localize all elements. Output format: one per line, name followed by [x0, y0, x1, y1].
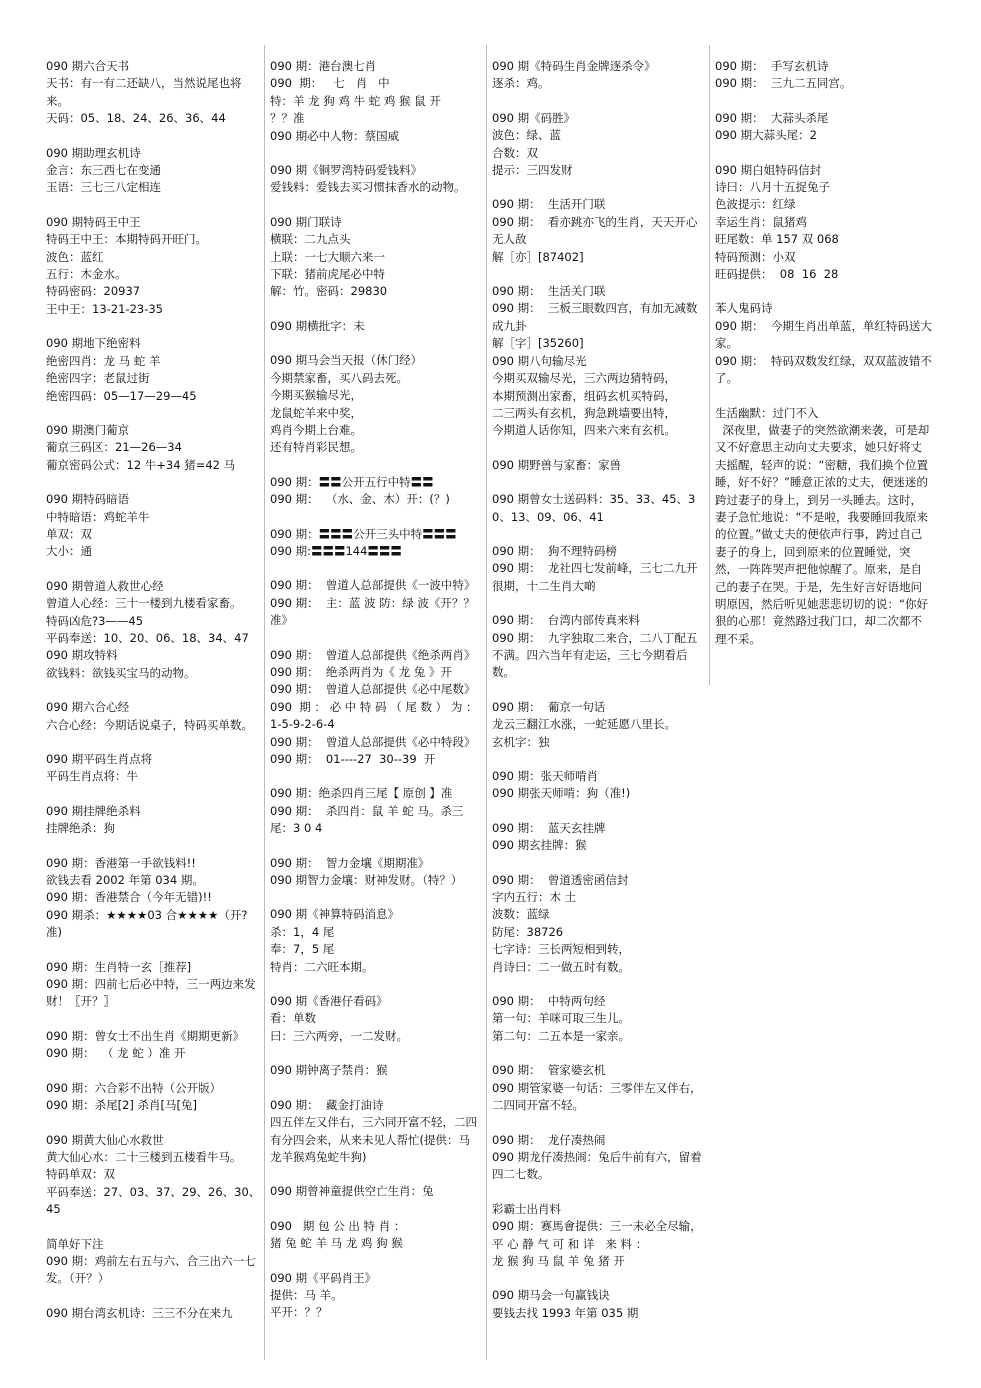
- text-line: 090 期：四前七后必中特，三一两边来发财！〖开？〗: [46, 977, 256, 1009]
- text-line: 090 期： 九字独取二来合，二八丁配五不满。四六当年有走运，三七今期看后数。: [492, 630, 698, 680]
- text-line: 090 期横批字：未: [270, 318, 365, 333]
- text-line: 090 期： 杀四肖：鼠 羊 蛇 马。杀三尾：3 0 4: [270, 803, 464, 836]
- text-line: 逐杀：鸡。: [492, 76, 550, 91]
- text-block: [270, 352, 480, 456]
- text-block: [715, 110, 933, 145]
- text-line: 旺尾数：单 157 双 068: [715, 232, 839, 247]
- text-line: 王中王：13-21-23-35: [46, 301, 163, 316]
- text-block: [46, 1080, 261, 1115]
- text-line: 特：羊 龙 狗 鸡 牛 蛇 鸡 猴 鼠 开: [270, 93, 441, 108]
- text-line: 090 期野兽与家畜：家兽: [492, 457, 622, 472]
- text-block: [715, 300, 933, 387]
- text-line: 090 期： 管家婆玄机: [492, 1063, 606, 1078]
- text-block: [270, 785, 480, 837]
- text-line: 平开：？？: [270, 1305, 328, 1320]
- text-line: 下联：猪前虎尾必中特: [270, 267, 385, 282]
- column-divider: [264, 45, 265, 1360]
- text-line: 090 期： 大蒜头杀尾: [715, 110, 829, 125]
- text-line: 本期预测出家畜，组码玄机买特码，: [492, 388, 676, 403]
- text-line: 090 期： 龙社四七发前峰，三七二九开很期，十二生肖大啲: [492, 561, 698, 593]
- text-line: 第二句：二五本是一家亲。: [492, 1028, 630, 1043]
- text-block: [46, 1236, 261, 1288]
- text-line: 090 期杀：★★★★03 合★★★★（开?准): [46, 907, 248, 940]
- text-block: [270, 1218, 480, 1253]
- text-line: 龙 猴 狗 马 鼠 羊 兔 猪 开: [492, 1253, 625, 1268]
- text-line: 090 期八句输尽光: [492, 353, 587, 368]
- text-line: 090 期：鸡前左右五与六、合三出六一七发。（开？）: [46, 1253, 256, 1286]
- text-line: 090 期： 曾道透密函信封: [492, 872, 629, 887]
- text-line: 看：单数: [270, 1011, 316, 1026]
- text-line: 龙云三翻江水涨，一蛇延愿八里长。: [492, 717, 676, 732]
- text-line: 黄大仙心水：二十三楼到五楼看牛马。: [46, 1149, 242, 1164]
- text-line: 平码奉送：27、03、37、29、26、30、45: [46, 1184, 261, 1217]
- text-line: 肖诗曰：二一做五时有数。: [492, 959, 630, 974]
- text-line: 爱钱料：爱钱去买习惯抹香水的动物。: [270, 180, 466, 195]
- text-block: [46, 58, 261, 128]
- text-line: 090 期龙仔凑热闹：兔后牛前有六，留着四二七数。: [492, 1149, 702, 1182]
- text-line: 090 期： 狗不理特码榜: [492, 543, 617, 558]
- text-block: [492, 612, 702, 682]
- text-line: 090 期： 葡京一句话: [492, 699, 606, 714]
- text-line: 090 期： 曾道人总部提供《必中特段》: [270, 734, 476, 749]
- text-line: 幸运生肖：鼠猪鸡: [715, 214, 807, 229]
- text-line: 绝密四字：老鼠过街: [46, 371, 150, 386]
- text-line: 波数：蓝绿: [492, 907, 550, 922]
- text-line: 解［字］[35260]: [492, 336, 584, 351]
- text-line: 玉语：三七三八定相连: [46, 180, 161, 195]
- text-line: 防尾：38726: [492, 924, 564, 939]
- text-line: 龙鼠蛇羊来中奖，: [270, 405, 362, 420]
- text-line: 090 期《铜罗湾特码爱钱料》: [270, 163, 423, 178]
- text-line: 090 期大蒜头尾：2: [715, 128, 817, 143]
- text-line: 特码单双：双: [46, 1167, 115, 1182]
- text-line: 绝密四码：05—17—29—45: [46, 388, 197, 403]
- text-line: 二三两头有玄机，狗急跳墙要出特，: [492, 405, 676, 420]
- text-block: [270, 993, 480, 1045]
- text-line: 波色：蓝红: [46, 249, 104, 264]
- text-block: [270, 855, 480, 890]
- text-line: 横联：二九点头: [270, 232, 351, 247]
- text-block: [46, 578, 261, 682]
- text-line: 090 期《香港仔看码》: [270, 994, 388, 1009]
- text-block: [492, 1132, 702, 1184]
- text-block: [492, 993, 702, 1045]
- text-block: [270, 162, 480, 197]
- text-line: 090 期：曾女士不出生肖《期期更新》: [46, 1028, 245, 1043]
- text-block: [270, 906, 480, 976]
- text-block: [46, 803, 261, 838]
- text-line: 七字诗：三长两短相到转，: [492, 942, 630, 957]
- text-line: 090 期攻特料: [46, 648, 118, 663]
- text-block: [46, 422, 261, 474]
- text-line: 090 期： 手写玄机诗: [715, 59, 829, 73]
- column-2: [270, 58, 480, 1339]
- text-line: 090 期： 台湾内部传真来料: [492, 613, 640, 628]
- text-block: [46, 855, 261, 942]
- text-line: 090 期： 主：蓝 波 防：绿 波《开？？准》: [270, 595, 475, 628]
- text-line: 090 期黄大仙心水救世: [46, 1132, 164, 1147]
- text-block: [270, 647, 480, 769]
- text-line: 生活幽默：过门不入: [715, 405, 819, 420]
- text-line: 曰：三六两旁，一二发财。: [270, 1028, 408, 1043]
- text-block: [715, 405, 933, 649]
- text-line: 090 期钟离子禁肖：猴: [270, 1063, 388, 1078]
- text-line: 090 期曾神童提供空亡生肖：兔: [270, 1184, 434, 1199]
- text-block: [270, 1183, 480, 1200]
- text-block: [46, 491, 261, 561]
- text-line: 090 期六合天书: [46, 59, 130, 73]
- text-block: [492, 1062, 702, 1114]
- text-line: 090 期必中人物：蔡国威: [270, 128, 400, 143]
- text-line: 090 期曾道人救世心经: [46, 578, 164, 593]
- text-line: 要钱去找 1993 年第 035 期: [492, 1305, 639, 1320]
- text-line: 诗曰：八月十五捉兔子: [715, 180, 830, 195]
- text-block: [46, 959, 261, 1011]
- text-line: 葡京三码区：21—26—34: [46, 440, 182, 455]
- text-line: 090 期： 生活开门联: [492, 197, 606, 212]
- text-line: 090 期：绝杀四肖三尾【 原创 】准: [270, 786, 453, 801]
- text-line: 绝密四肖：龙 马 蛇 羊: [46, 353, 161, 368]
- text-line: 090 期《码胜》: [492, 110, 576, 125]
- text-line: 090 期特码暗语: [46, 492, 130, 507]
- text-line: 090 期挂牌绝杀料: [46, 803, 141, 818]
- column-4: [715, 58, 933, 665]
- text-line: 090 期《神算特码消息》: [270, 907, 400, 922]
- text-line: 090 期澳门葡京: [46, 422, 130, 437]
- text-block: [270, 1270, 480, 1322]
- text-line: 奉：7，5 尾: [270, 942, 335, 957]
- text-line: 曾道人心经：三十一楼到九楼看家畜。: [46, 596, 242, 611]
- text-line: 090 期：〓〓〓公开三头中特〓〓〓: [270, 526, 457, 541]
- text-line: 090 期：杀尾[2] 杀肖[马[兔]: [46, 1098, 198, 1113]
- text-line: 猪 兔 蛇 羊 马 龙 鸡 狗 猴: [270, 1236, 403, 1251]
- text-block: [46, 335, 261, 405]
- text-line: 平码生肖点将：牛: [46, 769, 138, 784]
- text-block: [46, 1305, 261, 1322]
- text-block: [270, 318, 480, 335]
- text-line: 大小：通: [46, 544, 92, 559]
- text-line: 特码凶危?3——45: [46, 613, 144, 628]
- text-line: 特码密码：20937: [46, 284, 141, 299]
- text-block: [270, 577, 480, 629]
- text-line: 四五伴左又伴右，三六同开富不轻，二四有分四会来，从来未见人帮忙(提供：马龙羊猴鸡兔蛇牛狗): [270, 1115, 477, 1164]
- text-line: 090 期： 曾道人总部提供《绝杀两肖》: [270, 647, 476, 662]
- text-line: 090 期马会当天报（休门经）: [270, 353, 423, 368]
- text-block: [492, 872, 702, 976]
- text-line: 090 期《平码肖王》: [270, 1270, 377, 1285]
- text-line: 090 期： 看亦跳亦飞的生肖，天天开心无人敌: [492, 214, 698, 247]
- text-line: 090 期张天师啃：狗（准!): [492, 786, 631, 801]
- column-3: [492, 58, 702, 1339]
- text-line: 平码奉送：10、20、06、18、34、47: [46, 630, 249, 645]
- text-line: 鸡肖今期上台难。: [270, 422, 362, 437]
- text-line: 解：竹。密码：29830: [270, 284, 388, 299]
- text-block: [492, 110, 702, 180]
- text-block: [715, 162, 933, 284]
- text-line: 090 期白姐特码信封: [715, 162, 822, 177]
- text-line: 特肖：二六旺本期。: [270, 959, 374, 974]
- text-line: 今期买猴输尽光，: [270, 388, 362, 403]
- text-line: 090 期 ： 必 中 特 码 （ 尾 数 ） 为 ： 1-5-9-2-6-4: [270, 699, 482, 732]
- text-line: 提供：马 羊。: [270, 1287, 343, 1302]
- text-line: 欲钱料：欲钱买宝马的动物。: [46, 665, 196, 680]
- text-line: 090 期：香港禁合（今年无错)!!: [46, 890, 212, 905]
- text-line: 090 期六合心经: [46, 700, 130, 715]
- text-line: 简单好下注: [46, 1236, 104, 1251]
- text-line: 090 期： 龙仔凑热闹: [492, 1132, 606, 1147]
- text-line: 中特暗语：鸡蛇羊牛: [46, 509, 150, 524]
- text-block: [46, 1132, 261, 1219]
- text-line: 今期禁家畜，买八码去死。: [270, 370, 408, 385]
- text-block: [492, 196, 702, 266]
- text-block: [492, 768, 702, 803]
- text-line: 090 期： 01----27 30--39 开: [270, 752, 436, 766]
- text-line: 090 期： 智力金壤《期期准》: [270, 855, 430, 870]
- text-line: 090 期： 今期生肖出单蓝，单红特码送大家。: [715, 318, 932, 351]
- text-line: 杀：1，4 尾: [270, 924, 335, 939]
- text-line: 090 期:〓〓〓144〓〓〓: [270, 543, 402, 558]
- text-line: 090 期： 七 肖 中: [270, 76, 390, 91]
- text-line: 玄机字：独: [492, 734, 550, 749]
- text-line: 天码：05、18、24、26、36、44: [46, 111, 226, 126]
- text-line: 090 期： 三九二五同宫。: [715, 76, 852, 91]
- text-line: 090 期： 绝杀两肖为《 龙 兔 》开: [270, 664, 452, 679]
- text-block: [492, 820, 702, 855]
- text-block: [492, 1201, 702, 1271]
- text-block: [492, 699, 702, 751]
- text-line: 葡京密码公式：12 牛+34 猪=42 马: [46, 457, 236, 472]
- text-line: 090 期平码生肖点将: [46, 752, 153, 766]
- text-line: 090 期：六合彩不出特（公开版）: [46, 1080, 222, 1095]
- text-line: 090 期门联诗: [270, 214, 342, 229]
- text-line: 090 期：港台澳七肖: [270, 59, 377, 73]
- text-line: 金言：东三西七在变通: [46, 163, 161, 178]
- text-line: 提示：三四发财: [492, 163, 573, 178]
- text-line: 090 期： 曾道人总部提供《一波中特》: [270, 578, 476, 593]
- text-block: [492, 283, 702, 440]
- text-line: 合数：双: [492, 145, 538, 160]
- text-block: [715, 58, 933, 93]
- text-line: 上联：一七大顺六来一: [270, 249, 385, 264]
- text-line: 090 期： 特码双数发红绿，双双蓝波错不了。: [715, 353, 932, 386]
- text-line: 挂牌绝杀：狗: [46, 821, 115, 836]
- text-line: 还有特肖彩民想。: [270, 440, 362, 455]
- text-line: 090 期：赛馬會提供：三一未必全尽输，: [492, 1219, 702, 1234]
- text-line: 彩霸士出肖料: [492, 1201, 561, 1216]
- text-line: 色波提示：红绿: [715, 197, 796, 212]
- text-block: [270, 58, 480, 145]
- text-line: 苯人鬼码诗: [715, 301, 773, 316]
- text-line: 深夜里，做妻子的突然欲潮来袭，可是却又不好意思主动向丈夫要求，她只好将丈夫摇醒，轻声的说：“密糖，我们换个位置睡，好不好？”睡意正浓的丈夫，便迷迷的跨过妻子的身上，到另一头睡去。这时，妻子急忙地说：“不是啦，我要睡回我原来的位置。”做丈夫的便依声行事，跨过自己妻子的身上，回到原来的位置睡觉，突然，一阵阵哭声把他惊醒了。原来，是自己的妻子在哭。于是，先生好言好语地问明原因，然后听见她悲悲切切的说：“你好狠的心那！竟然路过我门口，却二次都不理不采。: [715, 422, 930, 646]
- text-block: [46, 751, 261, 786]
- text-line: 090 期：张天师啃肖: [492, 769, 599, 783]
- text-line: 欲钱去看 2002 年第 034 期。: [46, 873, 204, 888]
- text-line: 天书：有一有二还缺八，当然说尾也将来。: [46, 76, 242, 108]
- text-block: [270, 1062, 480, 1079]
- text-line: 090 期马会一句赢钱诀: [492, 1288, 610, 1303]
- text-line: 090 期：生肖特一玄［推荐]: [46, 959, 192, 974]
- text-line: 090 期助理玄机诗: [46, 145, 141, 160]
- text-block: [492, 543, 702, 595]
- column-1: [46, 58, 261, 1339]
- text-line: 特码王中王：本期特码开旺门。: [46, 232, 207, 247]
- text-line: 解［亦］[87402]: [492, 249, 584, 264]
- text-line: 090 期： 蓝天玄挂牌: [492, 820, 606, 835]
- text-line: 六合心经：今期话说桌子，特码买单数。: [46, 717, 253, 732]
- text-line: 平 心 静 气 可 和 详 来 料 ：: [492, 1236, 648, 1251]
- text-line: 090 期：〓〓公开五行中特〓〓: [270, 474, 434, 489]
- text-block: [270, 526, 480, 561]
- text-block: [46, 1028, 261, 1063]
- text-line: 特码预测：小双: [715, 249, 796, 264]
- text-line: 090 期特码王中王: [46, 214, 141, 229]
- text-line: 090 期管家婆一句话：三零伴左又伴右，二四同开富不轻。: [492, 1080, 702, 1113]
- text-line: 五行：木金水。: [46, 267, 127, 282]
- text-line: 今期道人话你知，四来六来有玄机。: [492, 423, 676, 438]
- text-line: 090 期 包 公 出 特 肖 ：: [270, 1218, 406, 1233]
- text-line: 090 期： 曾道人总部提供《必中尾数》: [270, 682, 476, 697]
- text-block: [46, 145, 261, 197]
- text-line: 090 期： 生活关门联: [492, 284, 606, 299]
- text-line: 090 期： 藏金打油诗: [270, 1097, 384, 1112]
- text-block: [270, 214, 480, 301]
- text-line: 单双：双: [46, 526, 92, 541]
- text-block: [492, 58, 702, 93]
- text-block: [270, 474, 480, 509]
- text-line: 字内五行：木 土: [492, 890, 577, 905]
- text-line: 090 期地下绝密料: [46, 336, 141, 351]
- column-divider: [486, 45, 487, 1360]
- text-line: 090 期曾女士送码料：35、33、45、30、13、09、06、41: [492, 492, 696, 524]
- text-line: 090 期：香港第一手欲钱料!!: [46, 855, 196, 870]
- text-block: [270, 1097, 480, 1167]
- text-block: [46, 699, 261, 734]
- text-block: [46, 214, 261, 318]
- text-block: [492, 1287, 702, 1322]
- text-line: 今期买双输尽光，三六两边猜特码，: [492, 371, 676, 386]
- text-block: [492, 457, 702, 474]
- text-block: [492, 491, 702, 526]
- column-divider: [709, 45, 710, 685]
- text-line: 090 期： （ 龙 蛇 ）准 开: [46, 1046, 186, 1061]
- text-line: 090 期： 中特两句经: [492, 994, 606, 1009]
- text-line: 090 期： （水、金、木）开：(？): [270, 492, 450, 507]
- text-line: 波色：绿、蓝: [492, 128, 561, 143]
- text-line: 090 期： 三板三眼数四宫，有加无减数成九卦: [492, 301, 698, 333]
- text-line: 090 期台湾玄机诗：三三不分在来九: [46, 1305, 233, 1320]
- text-line: 090 期玄挂牌：猴: [492, 838, 587, 853]
- text-line: 090 期智力金壤：财神发财。（特？）: [270, 873, 463, 888]
- text-line: 第一句：羊咪可取三生儿。: [492, 1011, 630, 1026]
- text-line: 090 期《特码生肖金牌逐杀令》: [492, 59, 656, 73]
- text-line: 旺码提供： 08 16 28: [715, 267, 839, 282]
- text-line: ？？准: [270, 111, 305, 126]
